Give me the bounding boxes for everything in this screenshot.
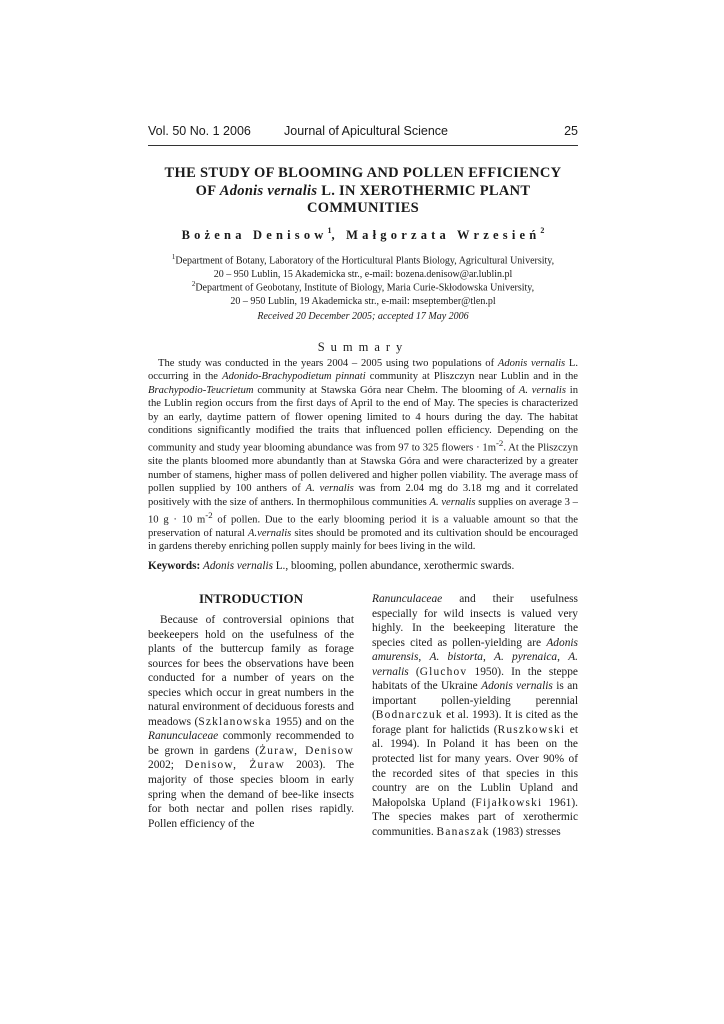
citation-author: Denisow, Żuraw bbox=[184, 759, 286, 772]
body-text: 1950). In the steppe habitats of the Ukraine bbox=[372, 665, 578, 693]
species-name: A. vernalis bbox=[372, 651, 579, 678]
citation-author: Banaszak bbox=[436, 825, 490, 838]
received-dates: Received 20 December 2005; accepted 17 May 2006 bbox=[257, 311, 469, 322]
keywords bbox=[148, 560, 578, 572]
family-name: Ranunculaceae bbox=[372, 593, 443, 605]
species-name: A. pyrenaica bbox=[494, 651, 558, 664]
body-text: 1955) and on the bbox=[271, 715, 354, 728]
species-name: Adonis amurensis bbox=[372, 636, 578, 664]
abstract-text: The study was conducted in the years 2004 – 2005 using two populations of bbox=[158, 358, 498, 369]
section-heading-introduction: INTRODUCTION bbox=[198, 591, 303, 606]
body-text: and their usefulness especially for wild insects is valued very highly. In the beekeeping literature the species cited as pollen-yielding are bbox=[372, 593, 578, 649]
body-text: (1983) stresses bbox=[489, 825, 561, 838]
abstract-text: . At the Pliszczyn site the plants bloomed more abundantly than at Stawska Góra and were characterized by a greater number of stamens, higher mass of pollen delivered and higher pollen viability. The average mass of pollen supplied by 100 anthers of bbox=[148, 442, 578, 495]
community-name: Brachypodio-Teucrietum bbox=[148, 384, 254, 396]
author-separator: , bbox=[331, 228, 347, 242]
body-text: ( bbox=[408, 665, 420, 678]
title-text: OF bbox=[195, 182, 220, 199]
body-text: is an important pollen-yielding perennial ( bbox=[372, 680, 579, 722]
body-text: , bbox=[557, 651, 569, 664]
author-1-affil-mark: 1 bbox=[327, 226, 332, 235]
article-title bbox=[148, 165, 578, 218]
species-name: A. vernalis bbox=[518, 384, 566, 396]
exponent: -2 bbox=[495, 438, 504, 449]
body-text: 2002; bbox=[148, 759, 185, 772]
affil-2-line-2: 20 – 950 Lublin, 19 Akademicka str., e-mail: mseptember@tlen.pl bbox=[230, 296, 496, 308]
author-2-affil-mark: 2 bbox=[540, 226, 545, 235]
community-name: Adonido-Brachypodietum pinnati bbox=[222, 371, 366, 383]
affil-2-mark: 2 bbox=[191, 280, 196, 288]
body-text: , bbox=[482, 651, 494, 664]
title-line-2 bbox=[148, 183, 578, 201]
journal-name: Journal of Apicultural Science bbox=[284, 124, 448, 138]
keyword-species: Adonis vernalis bbox=[203, 560, 273, 572]
species-name: Adonis vernalis bbox=[497, 358, 566, 369]
running-header bbox=[148, 124, 578, 140]
intro-paragraph-continued bbox=[372, 592, 578, 839]
abstract-text: of pollen. Due to the early blooming period it is a valuable amount so that the preservation of natural bbox=[148, 514, 578, 539]
abstract-text: community at Pliszczyn near Lublin and in the bbox=[365, 371, 578, 383]
body-text: Because of controversial opinions that beekeepers hold on the usefulness of the plants of the buttercup family as forage sources for bees the observations have been conducted for a number of years on the species which occur in great numbers in the natural environment of deciduous forests and meadows ( bbox=[148, 614, 354, 728]
header-rule bbox=[148, 145, 578, 146]
authors bbox=[148, 226, 578, 243]
affiliation-2 bbox=[148, 277, 578, 309]
body-text: commonly recommended to be grown in gardens ( bbox=[148, 730, 354, 757]
species-name: A. bistorta bbox=[429, 651, 483, 664]
keywords-list: L., blooming, pollen abundance, xerothermic swards. bbox=[272, 560, 515, 572]
species-name: Adonis vernalis bbox=[481, 680, 553, 693]
abstract-text: community at Stawska Góra near Chełm. The blooming of bbox=[253, 384, 519, 396]
citation-author: Ruszkowski bbox=[497, 723, 566, 736]
citation-author: Żuraw, Denisow bbox=[259, 744, 354, 757]
author-1: Bożena Denisow bbox=[181, 228, 328, 242]
citation-author: Fijałkowski bbox=[475, 796, 543, 809]
author-2: Małgorzata Wrzesień bbox=[346, 228, 541, 242]
title-text: L. IN XEROTHERMIC PLANT bbox=[317, 182, 531, 199]
species-name: A. vernalis bbox=[305, 483, 354, 495]
summary-heading: Summary bbox=[317, 340, 409, 354]
column-right bbox=[372, 592, 578, 839]
title-line-3: COMMUNITIES bbox=[306, 200, 420, 216]
title-line-1: THE STUDY OF BLOOMING AND POLLEN EFFICIENCY bbox=[164, 165, 562, 181]
citation-author: Szklanowska bbox=[198, 715, 272, 728]
body-text: 2003). The majority of those species bloom in early spring when the demand of bee-like insects for both nectar and pollen rises rapidly. Pollen efficiency of the bbox=[148, 759, 355, 830]
affil-2-line-1: Department of Geobotany, Institute of Biology, Maria Curie-Skłodowska University, bbox=[195, 282, 535, 294]
citation-author: Bodnarczuk bbox=[375, 709, 443, 722]
affil-1-line-2: 20 – 950 Lublin, 15 Akademicka str., e-mail: bozena.denisow@ar.lublin.pl bbox=[213, 269, 513, 281]
body-text: 1961). The species makes part of xerothermic communities. bbox=[372, 796, 578, 838]
intro-paragraph bbox=[148, 613, 354, 831]
abstract-text: in the Lublin region occurs from the first days of April to the end of May. The species is characterized by an early, daytime pattern of flower opening limited to 4 hours during the day. The habitat conditions significantly modified the traits that influenced pollen efficiency. Depending on the community and study year blooming abundance was from 97 to 325 flowers · 1m bbox=[148, 384, 578, 454]
abstract-text: L. occurring in the bbox=[148, 358, 578, 383]
affil-1-line-1: Department of Botany, Laboratory of the Horticultural Plants Biology, Agricultural University, bbox=[175, 255, 555, 267]
citation-author: Gluchov bbox=[419, 665, 468, 678]
affil-1-mark: 1 bbox=[171, 253, 176, 261]
column-left bbox=[148, 591, 354, 831]
body-text: et al. 1994). In Poland it has been on the protected list for many years. Over 90% of the recorded sites of that species in this country are on the Lublin Upland and Małopolska Upland ( bbox=[372, 723, 578, 809]
species-name: A.vernalis bbox=[248, 527, 292, 539]
body-text: et al. 1993). It is cited as the forage plant for halictids ( bbox=[372, 709, 578, 736]
abstract-text: sites should be promoted and its cultivation should be encouraged in gardens thereby enriching pollen supply mainly for bees living in the wild. bbox=[148, 527, 579, 553]
body-text: , bbox=[418, 651, 430, 664]
title-species: Adonis vernalis bbox=[219, 182, 318, 199]
exponent: -2 bbox=[205, 510, 213, 520]
volume-info: Vol. 50 No. 1 2006 bbox=[148, 124, 251, 138]
abstract-paragraph bbox=[148, 357, 578, 554]
keywords-label: Keywords: bbox=[148, 560, 201, 572]
family-name: Ranunculaceae bbox=[148, 730, 219, 743]
page-number: 25 bbox=[564, 124, 578, 138]
abstract-text: supplies on average 3 – 10 g · 10 m bbox=[148, 496, 578, 526]
species-name: A. vernalis bbox=[429, 496, 476, 508]
abstract-text: was from 2.04 mg do 3.18 mg and it correlated positively with the size of anthers. In thermophilous communities bbox=[148, 483, 578, 508]
abstract bbox=[148, 357, 578, 554]
